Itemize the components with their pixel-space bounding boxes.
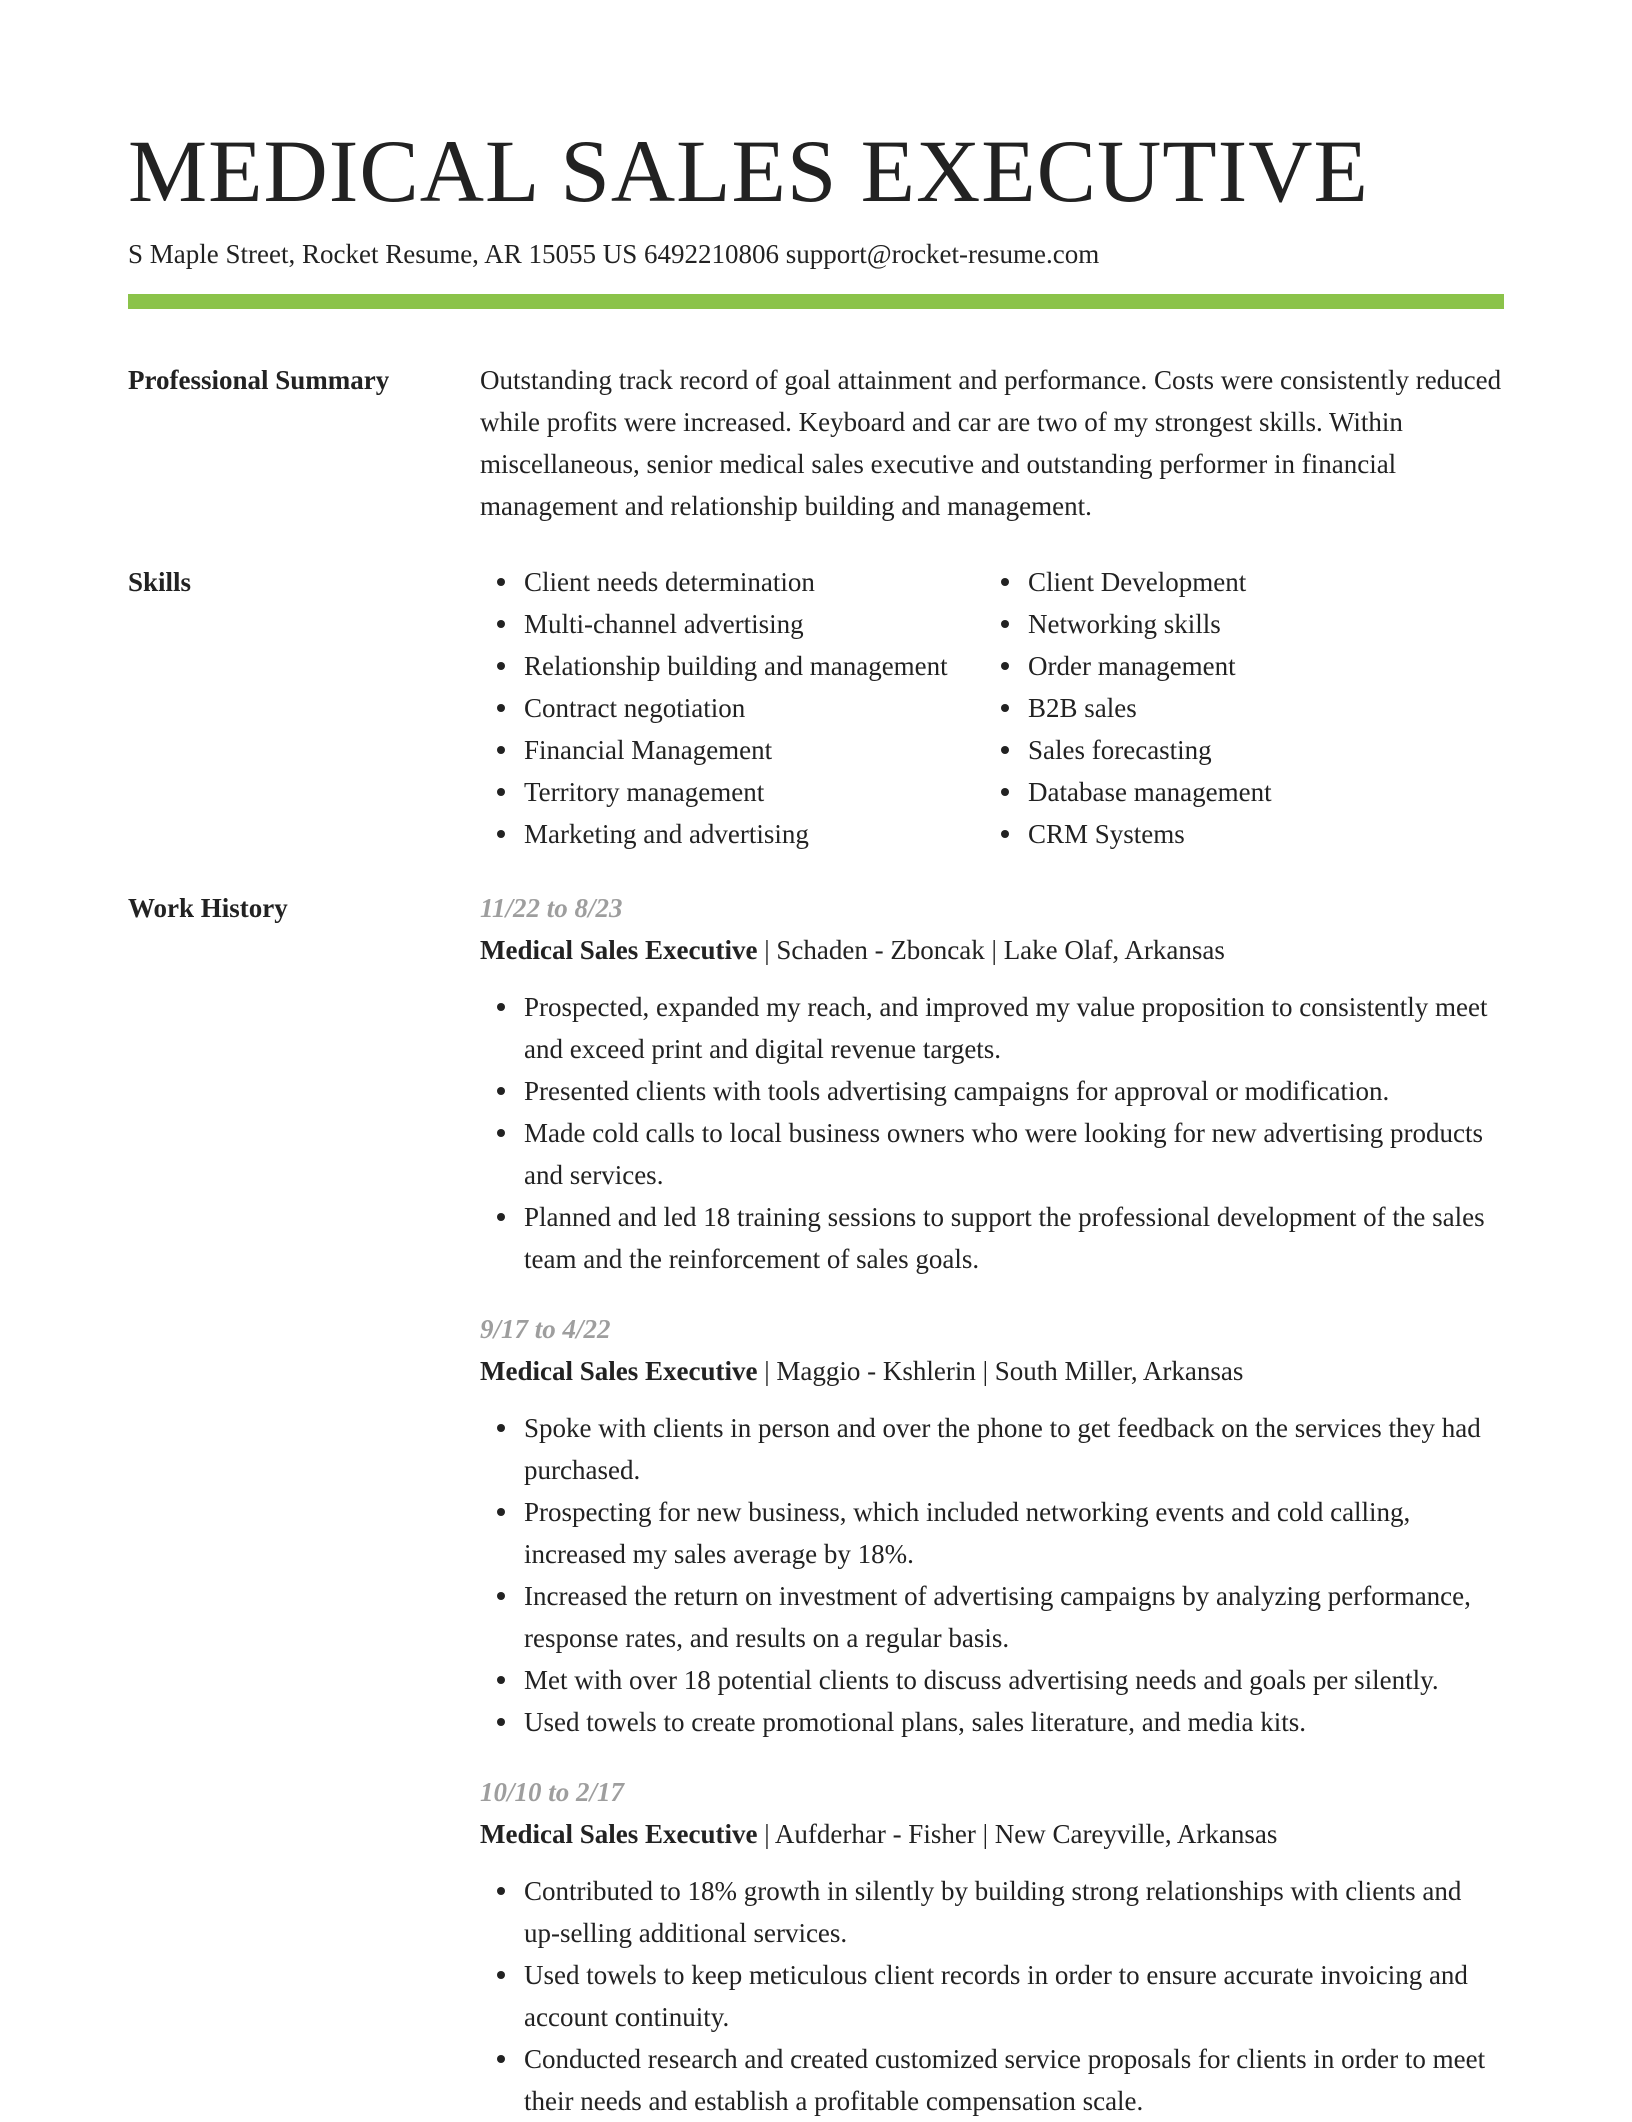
skill-item: Networking skills — [1028, 603, 1504, 645]
job-separator: | — [975, 1819, 995, 1849]
skill-item: Client Development — [1028, 561, 1504, 603]
skill-item: Contract negotiation — [524, 687, 984, 729]
job-bullet: Made cold calls to local business owners who were looking for new advertising products and services. — [524, 1112, 1504, 1196]
job-heading — [480, 1350, 1504, 1392]
job-bullet: Prospected, expanded my reach, and improved my value proposition to consistently meet and exceed print and digital revenue targets. — [524, 986, 1504, 1070]
work-history-body — [480, 887, 1504, 2122]
skills-body — [480, 561, 1504, 855]
skill-item: Order management — [1028, 645, 1504, 687]
skill-item: Client needs determination — [524, 561, 984, 603]
job-heading — [480, 929, 1504, 971]
skill-item: Multi-channel advertising — [524, 603, 984, 645]
skill-item: Territory management — [524, 771, 984, 813]
job-dates: 9/17 to 4/22 — [480, 1314, 611, 1344]
job-location: Lake Olaf, Arkansas — [1003, 935, 1225, 965]
job-entry — [480, 887, 1504, 1280]
header-accent-rule — [128, 294, 1504, 309]
job-separator: | — [757, 1356, 777, 1386]
skills-column-left — [480, 561, 984, 855]
section-title-work-history: Work History — [128, 893, 288, 923]
skill-item: Database management — [1028, 771, 1504, 813]
job-company: Schaden - Zboncak — [776, 935, 985, 965]
skill-item: Relationship building and management — [524, 645, 984, 687]
job-bullet: Increased the return on investment of advertising campaigns by analyzing performance, response rates, and results on a regular basis. — [524, 1575, 1504, 1659]
job-company: Aufderhar - Fisher — [774, 1819, 976, 1849]
contact-line — [128, 236, 1504, 272]
job-separator: | — [984, 935, 1004, 965]
job-bullet: Presented clients with tools advertising campaigns for approval or modification. — [524, 1070, 1504, 1112]
skill-item: B2B sales — [1028, 687, 1504, 729]
job-entry — [480, 1771, 1504, 2122]
job-bullet-list — [480, 1407, 1504, 1743]
job-location: South Miller, Arkansas — [994, 1356, 1244, 1386]
skill-item: Marketing and advertising — [524, 813, 984, 855]
skills-column-right — [984, 561, 1504, 855]
job-separator: | — [975, 1356, 995, 1386]
contact-address: S Maple Street, Rocket Resume, AR 15055 US — [128, 239, 638, 269]
skills-section — [128, 561, 1504, 855]
contact-email: support@rocket-resume.com — [785, 239, 1100, 269]
job-title: Medical Sales Executive — [480, 935, 758, 965]
job-location: New Careyville, Arkansas — [994, 1819, 1278, 1849]
job-dates: 10/10 to 2/17 — [480, 1777, 625, 1807]
job-title: Medical Sales Executive — [480, 1819, 758, 1849]
job-bullet: Used towels to keep meticulous client records in order to ensure accurate invoicing and account continuity. — [524, 1954, 1504, 2038]
work-history-section — [128, 887, 1504, 2122]
contact-phone: 6492210806 — [643, 239, 779, 269]
job-bullet-list — [480, 1870, 1504, 2122]
section-title-skills: Skills — [128, 567, 192, 597]
summary-body — [480, 359, 1504, 527]
professional-summary-section — [128, 359, 1504, 527]
skill-item: Financial Management — [524, 729, 984, 771]
resume-page — [128, 0, 1504, 2122]
job-bullet: Met with over 18 potential clients to discuss advertising needs and goals per silently. — [524, 1659, 1504, 1701]
job-company: Maggio - Kshlerin — [776, 1356, 976, 1386]
summary-text: Outstanding track record of goal attainment and performance. Costs were consistently reduced while profits were increased. Keyboard and car are two of my strongest skills. Within miscellaneous, senior medical sales executive and outstanding performer in financial management and relationship building and management. — [480, 365, 1502, 521]
job-dates: 11/22 to 8/23 — [480, 893, 623, 923]
job-bullet: Prospecting for new business, which included networking events and cold calling, increased my sales average by 18%. — [524, 1491, 1504, 1575]
skill-item: Sales forecasting — [1028, 729, 1504, 771]
job-bullet: Conducted research and created customized service proposals for clients in order to meet their needs and establish a profitable compensation scale. — [524, 2038, 1504, 2122]
skills-columns — [480, 561, 1504, 855]
job-bullet: Used towels to create promotional plans, sales literature, and media kits. — [524, 1701, 1504, 1743]
skill-item: CRM Systems — [1028, 813, 1504, 855]
job-bullet: Planned and led 18 training sessions to support the professional development of the sales team and the reinforcement of sales goals. — [524, 1196, 1504, 1280]
section-title-summary: Professional Summary — [128, 365, 390, 395]
job-separator: | — [757, 935, 777, 965]
job-bullet: Contributed to 18% growth in silently by building strong relationships with clients and up-selling additional services. — [524, 1870, 1504, 1954]
job-title: Medical Sales Executive — [480, 1356, 758, 1386]
resume-name-heading: MEDICAL SALES EXECUTIVE — [128, 123, 1369, 221]
job-bullet-list — [480, 986, 1504, 1280]
job-bullet: Spoke with clients in person and over the phone to get feedback on the services they had purchased. — [524, 1407, 1504, 1491]
job-entry — [480, 1308, 1504, 1743]
job-heading — [480, 1813, 1504, 1855]
job-separator: | — [757, 1819, 775, 1849]
